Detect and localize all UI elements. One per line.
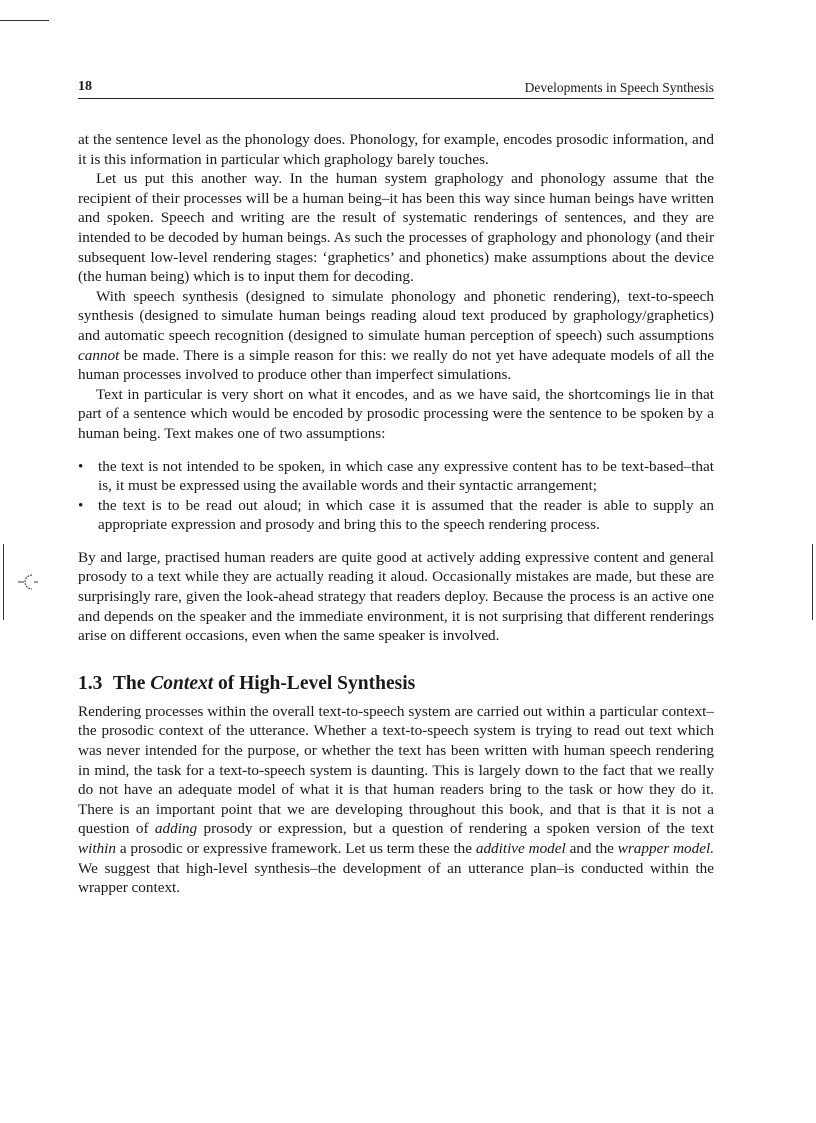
crop-mark-top-left xyxy=(0,20,49,21)
emphasis: within xyxy=(78,840,116,857)
list-item: • the text is not intended to be spoken, in which case any expressive content has to be text-based–that is, it must be expressed using the available words and their syntactic arrangement; xyxy=(78,457,714,495)
paragraph: With speech synthesis (designed to simulate phonology and phonetic rendering), text-to-speech synthesis (designed to simulate human beings reading aloud text produced by graphology/graphetics) and automatic speech recognition (designed to simulate human perception of speech) such assumptions cannot be made. There is a simple reason for this: we really do not yet have adequate models of all the human processes involved to produce other than imperfect simulations. xyxy=(78,287,714,384)
registration-mark-icon xyxy=(18,572,38,592)
emphasis: adding xyxy=(154,820,198,838)
paragraph: Let us put this another way. In the human system graphology and phonology assume that the recipient of their processes will be a human being–it has been this way since human beings have written and spoken. Speech and writing are the result of systematic renderings of sentences, and they are intended to be decoded by human beings. As such the processes of graphology and phonology (and their subsequent low-level rendering stages: ‘graphetics’ and phonetics) make assumptions about the device (the human being) which is to input them for decoding. xyxy=(78,170,714,286)
paragraph: By and large, practised human readers are quite good at actively adding expressive content and general prosody to a text while they are actually reading it aloud. Occasionally mistakes are made, but these are surprisingly rare, given the look-ahead strategy that readers deploy. Because the process is an active one and depends on the speaker and the immediate environment, it is not surprising that different renderings arise on different occasions, even when the same speaker is involved. xyxy=(78,548,714,645)
running-header xyxy=(78,79,714,99)
paragraph: Text in particular is very short on what it encodes, and as we have said, the shortcomings lie in that part of a sentence which would be encoded by prosodic processing were the sentence to be spoken by a human being. Text makes one of two assumptions: xyxy=(78,385,714,442)
emphasis: wrapper model. xyxy=(617,840,714,857)
crop-mark-right xyxy=(812,544,813,620)
list-item: • the text is to be read out aloud; in which case it is assumed that the reader is able to supply an appropriate expression and prosody and bring this to the speech rendering process. xyxy=(78,496,714,534)
paragraph-continued: at the sentence level as the phonology does. Phonology, for example, encodes prosodic information, and it is this information in particular which graphology barely touches. xyxy=(78,131,714,168)
bullet-icon: • xyxy=(78,457,84,475)
page-body xyxy=(78,130,714,898)
section-number: 1.3 xyxy=(78,672,103,694)
section-heading: 1.3 The Context of High-Level Synthesis xyxy=(78,672,416,694)
crop-mark-left xyxy=(3,544,4,620)
paragraph: Rendering processes within the overall text-to-speech system are carried out within a particular context–the prosodic context of the utterance. Whether a text-to-speech system is trying to read out text which was never intended for the purpose, or whether the text has been written with human speech rendering in mind, the task for a text-to-speech system is daunting. This is largely down to the fact that we really do not have an adequate model of what it is that human readers bring to the task or how they do it. There is an important point that we are developing throughout this book, and that is that it is not a question of adding prosody or expression, but a question of rendering a spoken version of the text within a prosodic or expressive framework. Let us term these the additive model and the wrapper model. We suggest that high-level synthesis–the development of an utterance plan–is conducted within the wrapper context. xyxy=(78,702,714,897)
bullet-icon: • xyxy=(78,496,84,514)
bullet-list xyxy=(78,457,714,535)
emphasis: cannot xyxy=(78,346,120,364)
emphasis: additive model xyxy=(475,840,566,857)
running-title: Developments in Speech Synthesis xyxy=(524,80,714,95)
page-number: 18 xyxy=(78,79,92,94)
